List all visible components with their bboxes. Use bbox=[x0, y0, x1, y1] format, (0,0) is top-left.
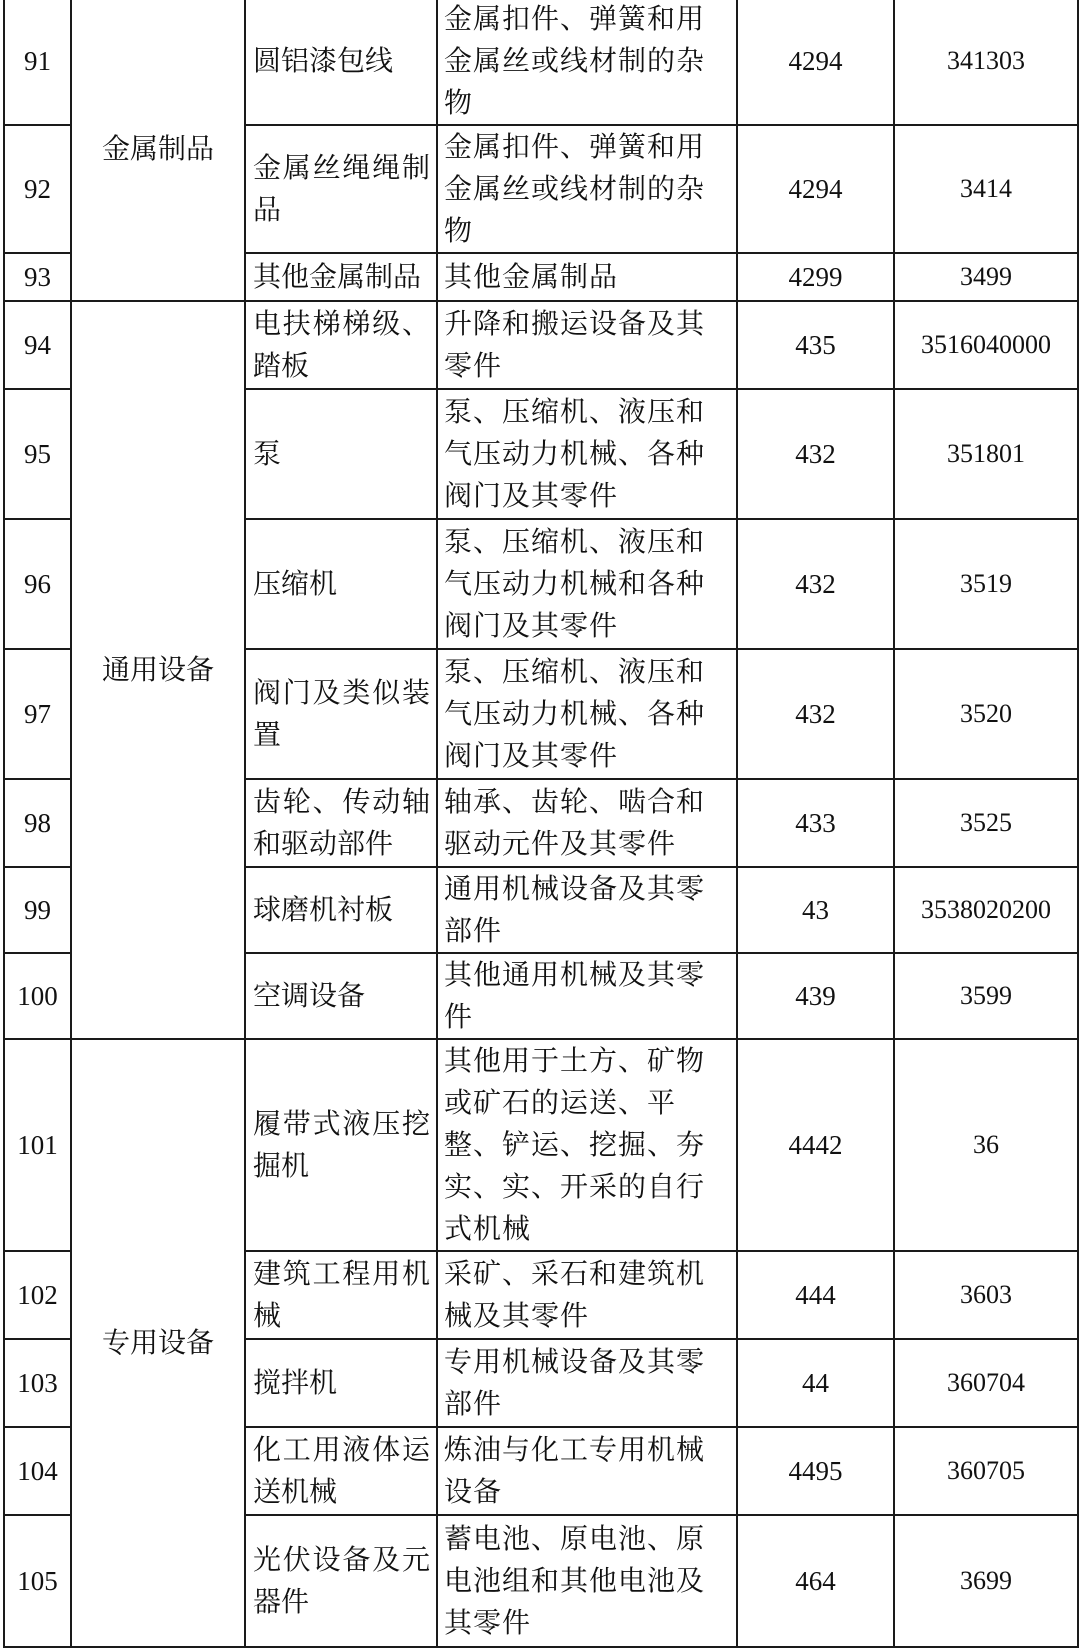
product-name: 履带式液压挖掘机 bbox=[245, 1039, 437, 1251]
code-2: 3499 bbox=[894, 253, 1078, 301]
product-name: 金属丝绳绳制品 bbox=[245, 125, 437, 253]
code-2: 3516040000 bbox=[894, 301, 1078, 389]
code-2: 3519 bbox=[894, 519, 1078, 649]
product-name: 球磨机衬板 bbox=[245, 867, 437, 953]
category-cell: 金属制品 bbox=[71, 0, 245, 301]
code-1: 433 bbox=[737, 779, 894, 867]
code-2: 3525 bbox=[894, 779, 1078, 867]
product-description: 蓄电池、原电池、原电池组和其他电池及其零件 bbox=[437, 1515, 737, 1647]
code-1: 435 bbox=[737, 301, 894, 389]
code-2: 3603 bbox=[894, 1251, 1078, 1339]
product-name: 圆铝漆包线 bbox=[245, 0, 437, 125]
product-name: 齿轮、传动轴和驱动部件 bbox=[245, 779, 437, 867]
product-name: 光伏设备及元器件 bbox=[245, 1515, 437, 1647]
row-number: 99 bbox=[4, 867, 71, 953]
code-1: 43 bbox=[737, 867, 894, 953]
row-number: 93 bbox=[4, 253, 71, 301]
row-number: 97 bbox=[4, 649, 71, 779]
code-2: 341303 bbox=[894, 0, 1078, 125]
code-2: 3520 bbox=[894, 649, 1078, 779]
row-number: 92 bbox=[4, 125, 71, 253]
product-name: 压缩机 bbox=[245, 519, 437, 649]
row-number: 95 bbox=[4, 389, 71, 519]
code-1: 432 bbox=[737, 649, 894, 779]
row-number: 91 bbox=[4, 0, 71, 125]
row-number: 100 bbox=[4, 953, 71, 1039]
product-description: 采矿、采石和建筑机械及其零件 bbox=[437, 1251, 737, 1339]
code-2: 351801 bbox=[894, 389, 1078, 519]
table-row bbox=[4, 301, 1078, 389]
code-1: 4294 bbox=[737, 0, 894, 125]
category-cell: 通用设备 bbox=[71, 301, 245, 1039]
code-1: 432 bbox=[737, 389, 894, 519]
product-description: 炼油与化工专用机械设备 bbox=[437, 1427, 737, 1515]
code-1: 464 bbox=[737, 1515, 894, 1647]
product-description: 升降和搬运设备及其零件 bbox=[437, 301, 737, 389]
product-description: 泵、压缩机、液压和气压动力机械、各种阀门及其零件 bbox=[437, 389, 737, 519]
product-description: 专用机械设备及其零部件 bbox=[437, 1339, 737, 1427]
code-2: 36 bbox=[894, 1039, 1078, 1251]
product-description: 其他通用机械及其零件 bbox=[437, 953, 737, 1039]
code-1: 432 bbox=[737, 519, 894, 649]
row-number: 98 bbox=[4, 779, 71, 867]
product-name: 搅拌机 bbox=[245, 1339, 437, 1427]
product-description: 其他用于土方、矿物或矿石的运送、平整、铲运、挖掘、夯实、实、开采的自行式机械 bbox=[437, 1039, 737, 1251]
code-1: 4299 bbox=[737, 253, 894, 301]
product-description: 金属扣件、弹簧和用金属丝或线材制的杂物 bbox=[437, 125, 737, 253]
product-description: 通用机械设备及其零部件 bbox=[437, 867, 737, 953]
product-description: 泵、压缩机、液压和气压动力机械和各种阀门及其零件 bbox=[437, 519, 737, 649]
row-number: 105 bbox=[4, 1515, 71, 1647]
code-1: 444 bbox=[737, 1251, 894, 1339]
code-2: 360705 bbox=[894, 1427, 1078, 1515]
product-description: 其他金属制品 bbox=[437, 253, 737, 301]
row-number: 96 bbox=[4, 519, 71, 649]
product-name: 阀门及类似装置 bbox=[245, 649, 437, 779]
category-cell: 专用设备 bbox=[71, 1039, 245, 1647]
product-description: 泵、压缩机、液压和气压动力机械、各种阀门及其零件 bbox=[437, 649, 737, 779]
code-2: 3599 bbox=[894, 953, 1078, 1039]
row-number: 102 bbox=[4, 1251, 71, 1339]
row-number: 101 bbox=[4, 1039, 71, 1251]
code-1: 4495 bbox=[737, 1427, 894, 1515]
code-1: 4442 bbox=[737, 1039, 894, 1251]
product-description: 金属扣件、弹簧和用金属丝或线材制的杂物 bbox=[437, 0, 737, 125]
table-row bbox=[4, 0, 1078, 125]
product-name: 化工用液体运送机械 bbox=[245, 1427, 437, 1515]
code-2: 3414 bbox=[894, 125, 1078, 253]
product-table bbox=[3, 0, 1079, 1648]
product-name: 建筑工程用机械 bbox=[245, 1251, 437, 1339]
table-row bbox=[4, 1039, 1078, 1251]
row-number: 94 bbox=[4, 301, 71, 389]
code-2: 360704 bbox=[894, 1339, 1078, 1427]
product-name: 其他金属制品 bbox=[245, 253, 437, 301]
code-2: 3538020200 bbox=[894, 867, 1078, 953]
code-1: 4294 bbox=[737, 125, 894, 253]
code-1: 44 bbox=[737, 1339, 894, 1427]
code-1: 439 bbox=[737, 953, 894, 1039]
row-number: 104 bbox=[4, 1427, 71, 1515]
product-description: 轴承、齿轮、啮合和驱动元件及其零件 bbox=[437, 779, 737, 867]
product-name: 泵 bbox=[245, 389, 437, 519]
product-name: 电扶梯梯级、踏板 bbox=[245, 301, 437, 389]
product-name: 空调设备 bbox=[245, 953, 437, 1039]
row-number: 103 bbox=[4, 1339, 71, 1427]
code-2: 3699 bbox=[894, 1515, 1078, 1647]
